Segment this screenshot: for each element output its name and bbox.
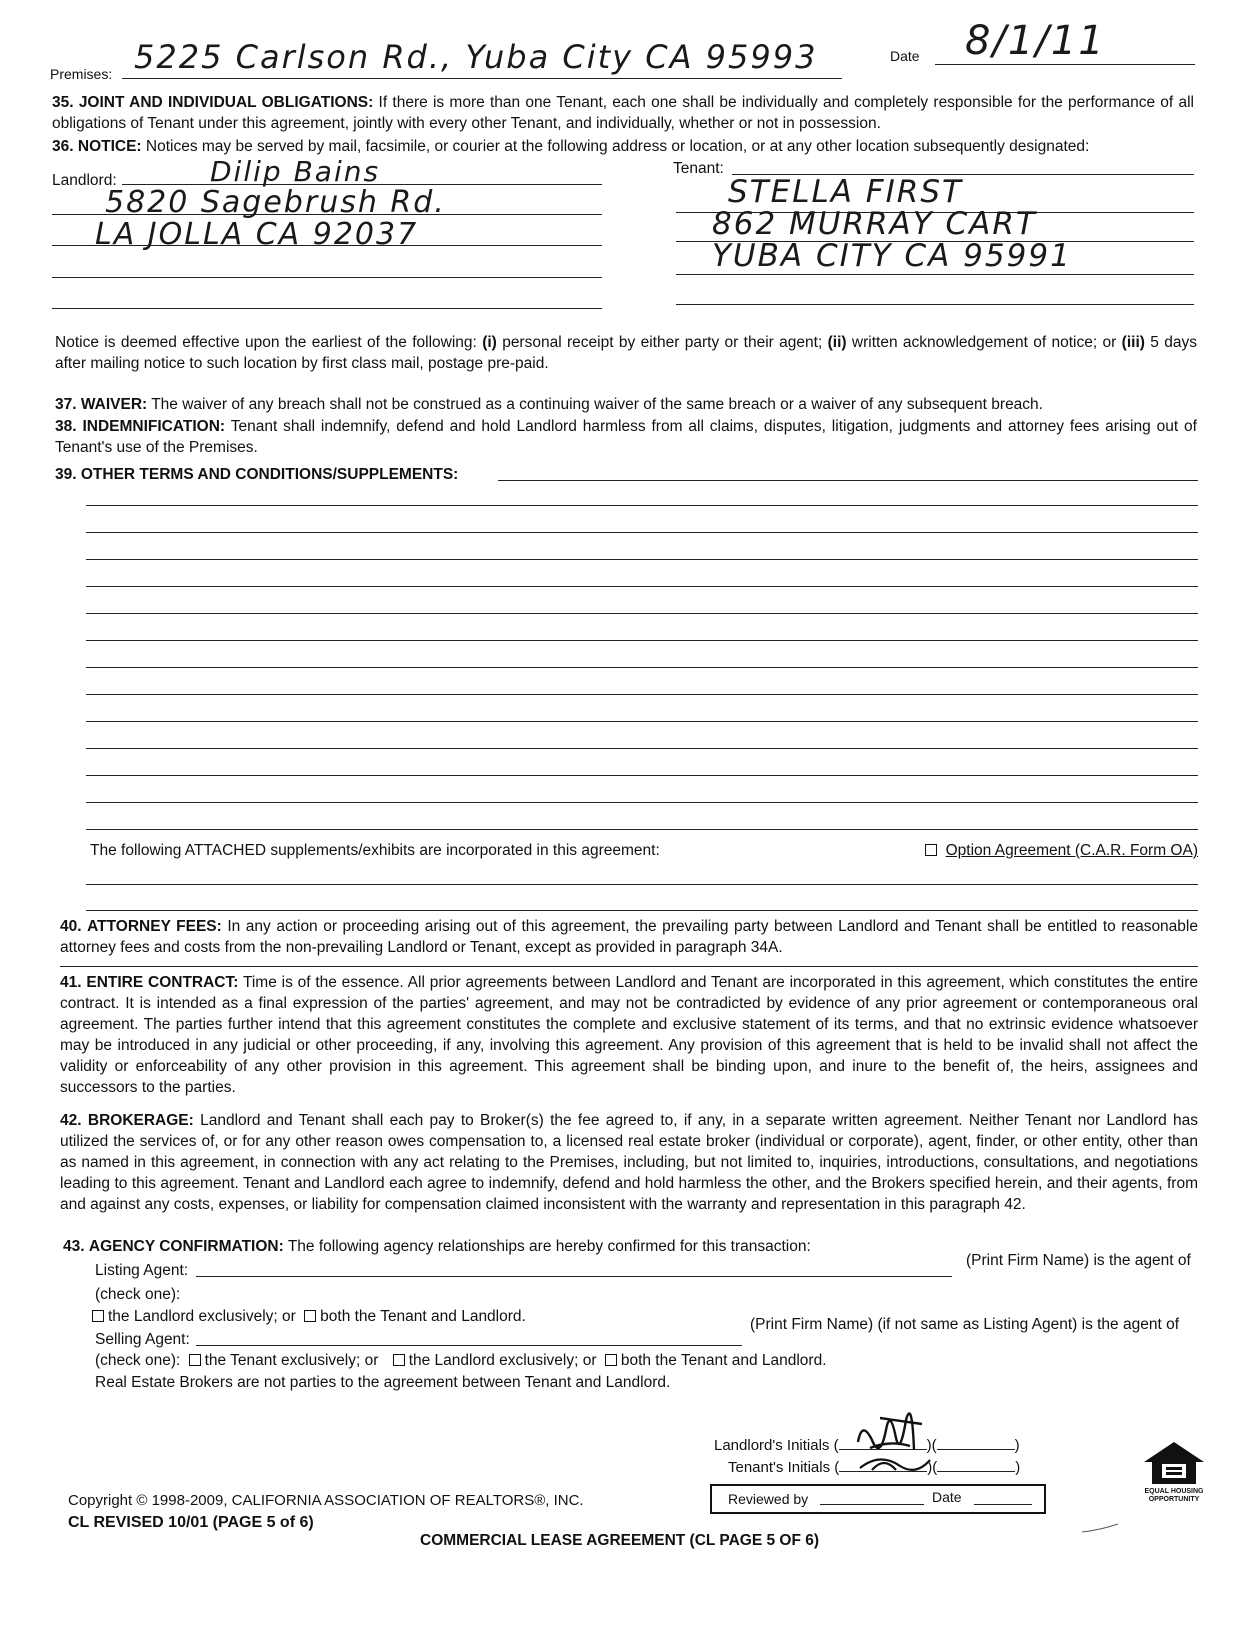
selling-agent-label: Selling Agent: <box>95 1331 190 1348</box>
terms-line-13[interactable] <box>86 829 1198 830</box>
tenant-initials-label: Tenant's Initials ( <box>728 1459 840 1476</box>
section-title: JOINT AND INDIVIDUAL OBLIGATIONS: <box>78 94 374 111</box>
equal-housing-icon <box>1142 1440 1206 1486</box>
section-text: The following agency relationships are hereby confirmed for this transaction: <box>287 1238 811 1255</box>
section-title: OTHER TERMS AND CONDITIONS/SUPPLEMENTS: <box>80 466 459 483</box>
section-title: WAIVER: <box>80 396 148 413</box>
section-text: Notices may be served by mail, facsimile, or courier at the following address or location, or at any other location subsequently designated: <box>145 138 1090 155</box>
section-number: 37. <box>55 396 77 413</box>
landlord-line-4 <box>52 277 602 278</box>
terms-line-8[interactable] <box>86 694 1198 695</box>
listing-agent-suffix: (Print Firm Name) is the agent of <box>966 1252 1191 1269</box>
section-text: The waiver of any breach shall not be construed as a continuing waiver of the same breach or a waiver of any subsequent breach. <box>151 396 1043 413</box>
section-title: INDEMNIFICATION: <box>82 418 226 435</box>
reviewed-box <box>710 1484 1046 1514</box>
premises-value[interactable]: 5225 Carlson Rd., Yuba City CA 95993 <box>134 38 818 76</box>
section-38 <box>55 416 1197 458</box>
section-36 <box>52 136 1194 157</box>
tenant-label: Tenant: <box>673 160 724 177</box>
terms-line-9[interactable] <box>86 721 1198 722</box>
notice-text-a: Notice is deemed effective upon the earliest of the following: <box>55 334 483 351</box>
selling-opt3-label: both the Tenant and Landlord. <box>620 1352 827 1369</box>
tenant-exclusive-checkbox[interactable] <box>189 1354 201 1366</box>
section-title: ATTORNEY FEES: <box>87 918 222 935</box>
section-number: 39. <box>55 466 77 483</box>
section-39-heading <box>55 466 458 484</box>
section-41 <box>60 972 1198 1098</box>
copyright: Copyright © 1998-2009, CALIFORNIA ASSOCIATION OF REALTORS®, INC. <box>68 1492 584 1509</box>
attached-text: The following ATTACHED supplements/exhibits are incorporated in this agreement: <box>90 842 660 859</box>
section-40-divider <box>60 966 1198 967</box>
terms-line-12[interactable] <box>86 802 1198 803</box>
selling-opt1-label: the Tenant exclusively; or <box>204 1352 379 1369</box>
reviewed-by-field[interactable] <box>820 1504 924 1505</box>
landlord-city[interactable]: LA JOLLA CA 92037 <box>95 217 419 252</box>
section-text: In any action or proceeding arising out of this agreement, the prevailing party between Landlord and Tenant shall be entitled to reasonable attorney fees and costs from the non-prevailing Landlord or Tenant, except as provided in paragraph 34A. <box>60 918 1198 956</box>
supplements-line-1[interactable] <box>86 884 1198 885</box>
revision: CL REVISED 10/01 (PAGE 5 of 6) <box>68 1514 314 1531</box>
listing-options <box>92 1308 526 1326</box>
tenant-initials-field-2[interactable] <box>937 1471 1015 1472</box>
page-title: COMMERCIAL LEASE AGREEMENT (CL PAGE 5 OF 6) <box>420 1532 820 1549</box>
option-agreement <box>921 842 1198 860</box>
date-value[interactable]: 8/1/11 <box>965 18 1106 64</box>
equal-housing-caption <box>1138 1488 1210 1504</box>
section-title: NOTICE: <box>77 138 142 155</box>
terms-line-5[interactable] <box>86 613 1198 614</box>
landlord-initials: Landlord's Initials ( )( ) <box>714 1437 1020 1454</box>
listing-agent-label: Listing Agent: <box>95 1262 189 1279</box>
section-43-heading <box>63 1238 811 1256</box>
listing-opt2-label: both the Tenant and Landlord. <box>320 1308 526 1325</box>
selling-agent-field[interactable] <box>196 1345 742 1346</box>
landlord-initials-signature <box>850 1390 940 1480</box>
reviewed-by-label: Reviewed by <box>728 1491 809 1507</box>
terms-line-7[interactable] <box>86 667 1198 668</box>
both-tenant-landlord-checkbox[interactable] <box>304 1310 316 1322</box>
attached-supplements <box>90 842 1198 860</box>
landlord-initials-label: Landlord's Initials ( <box>714 1437 839 1454</box>
tenant-line-4 <box>676 274 1194 275</box>
section-text: Tenant shall indemnify, defend and hold Landlord harmless from all claims, disputes, litigation, judgments and attorney fees arising out of Tenant's use of the Premises. <box>55 418 1197 456</box>
notice-text-d: 5 days after mailing notice to such location by first class mail, postage pre-paid. <box>55 334 1197 372</box>
section-40 <box>60 916 1198 958</box>
selling-check-one: (check one): <box>95 1352 181 1369</box>
section-title: BROKERAGE: <box>87 1112 194 1129</box>
tenant-city[interactable]: YUBA CITY CA 95991 <box>712 238 1072 274</box>
landlord-street[interactable]: 5820 Sagebrush Rd. <box>105 185 446 220</box>
premises-underline <box>122 78 842 79</box>
terms-line-3[interactable] <box>86 559 1198 560</box>
section-text: Time is of the essence. All prior agreements between Landlord and Tenant are incorporated in this agreement, which constitutes the entire contract. It is intended as a final expression of the parties' agreement, and may not be contradicted by evidence of any prior agreement or contemporaneous oral agreement. The parties further intend that this agreement constitutes the complete and exclusive statement of its terms, and that no extrinsic evidence whatsoever may be introduced in any judicial or other proceeding, if any, involving this agreement. Any provision of this agreement that is held to be invalid shall not affect the validity or enforceability of any other provision in this agreement. This agreement shall be binding upon, and inure to the benefit of, the heirs, assignees and successors to the parties. <box>60 974 1198 1096</box>
reviewed-date-field[interactable] <box>974 1504 1032 1505</box>
section-title: AGENCY CONFIRMATION: <box>88 1238 284 1255</box>
section-42 <box>60 1110 1198 1215</box>
section-text: Landlord and Tenant shall each pay to Broker(s) the fee agreed to, if any, in a separate written agreement. Neither Tenant nor Landlord has utilized the services of, or for any other reason owes compensation to, a licensed real estate broker (individual or corporate), agent, finder, or other entity, other than as named in this agreement, in connection with any act relating to the Premises, including, but not limited to, inquiries, introductions, consultations, and negotiations leading to this agreement. Tenant and Landlord each agree to indemnify, defend and hold harmless the other, and the Brokers specified herein, and their agents, from and against any costs, expenses, or liability for compensation claimed inconsistent with the warranty and representation in this paragraph 42. <box>60 1112 1199 1213</box>
notice-effective-text <box>55 332 1197 374</box>
listing-check-one: (check one): <box>95 1286 181 1303</box>
section-text: If there is more than one Tenant, each one shall be individually and completely responsible for the performance of all obligations of Tenant under this agreement, jointly with every other Tenant, and individually, whether or not in possession. <box>52 94 1194 132</box>
brokers-note: Real Estate Brokers are not parties to the agreement between Tenant and Landlord. <box>95 1374 671 1391</box>
section-number: 38. <box>55 418 77 435</box>
section-number: 41. <box>60 974 82 991</box>
section-37 <box>55 394 1197 415</box>
date-label: Date <box>890 48 920 64</box>
section-title: ENTIRE CONTRACT: <box>86 974 239 991</box>
landlord-exclusive-selling-checkbox[interactable] <box>393 1354 405 1366</box>
notice-text-b: personal receipt by either party or their agent; <box>496 334 828 351</box>
eho-line-1: EQUAL HOUSING <box>1144 1488 1204 1495</box>
selling-agent-suffix: (Print Firm Name) (if not same as Listing Agent) is the agent of <box>750 1316 1180 1333</box>
premises-label: Premises: <box>50 66 113 82</box>
date-underline <box>935 64 1195 65</box>
option-agreement-label: Option Agreement (C.A.R. Form OA) <box>945 842 1198 859</box>
tenant-street[interactable]: 862 MURRAY CART <box>712 206 1037 242</box>
section-number: 35. <box>52 94 74 111</box>
listing-opt1-label: the Landlord exclusively; or <box>108 1308 296 1325</box>
landlord-label: Landlord: <box>52 172 117 189</box>
eho-line-2: OPPORTUNITY <box>1148 1496 1200 1503</box>
terms-line-2[interactable] <box>86 532 1198 533</box>
terms-line-1[interactable] <box>86 505 1198 506</box>
terms-line-4[interactable] <box>86 586 1198 587</box>
selling-opt2-label: the Landlord exclusively; or <box>408 1352 597 1369</box>
landlord-line-5 <box>52 308 602 309</box>
notice-iii: (iii) <box>1121 334 1145 351</box>
tenant-initials: Tenant's Initials ( )( ) <box>728 1459 1021 1476</box>
selling-options <box>95 1352 827 1370</box>
landlord-initials-field-2[interactable] <box>937 1449 1015 1450</box>
stray-mark <box>1080 1520 1120 1536</box>
terms-line-0[interactable] <box>498 480 1198 481</box>
section-number: 36. <box>52 138 74 155</box>
notice-text-c: written acknowledgement of notice; or <box>846 334 1122 351</box>
section-number: 43. <box>63 1238 85 1255</box>
tenant-line-5 <box>676 304 1194 305</box>
supplements-line-2[interactable] <box>86 910 1198 911</box>
landlord-name[interactable]: Dilip Bains <box>210 155 381 188</box>
listing-agent-field[interactable] <box>196 1276 952 1277</box>
terms-line-11[interactable] <box>86 775 1198 776</box>
both-selling-checkbox[interactable] <box>605 1354 617 1366</box>
terms-line-10[interactable] <box>86 748 1198 749</box>
tenant-name[interactable]: STELLA FIRST <box>728 174 963 210</box>
section-35 <box>52 92 1194 134</box>
option-agreement-checkbox[interactable] <box>925 844 937 856</box>
landlord-exclusive-checkbox[interactable] <box>92 1310 104 1322</box>
terms-line-6[interactable] <box>86 640 1198 641</box>
reviewed-date-label: Date <box>932 1489 962 1505</box>
notice-ii: (ii) <box>827 334 847 351</box>
section-number: 42. <box>60 1112 82 1129</box>
notice-i: (i) <box>482 334 497 351</box>
section-number: 40. <box>60 918 82 935</box>
